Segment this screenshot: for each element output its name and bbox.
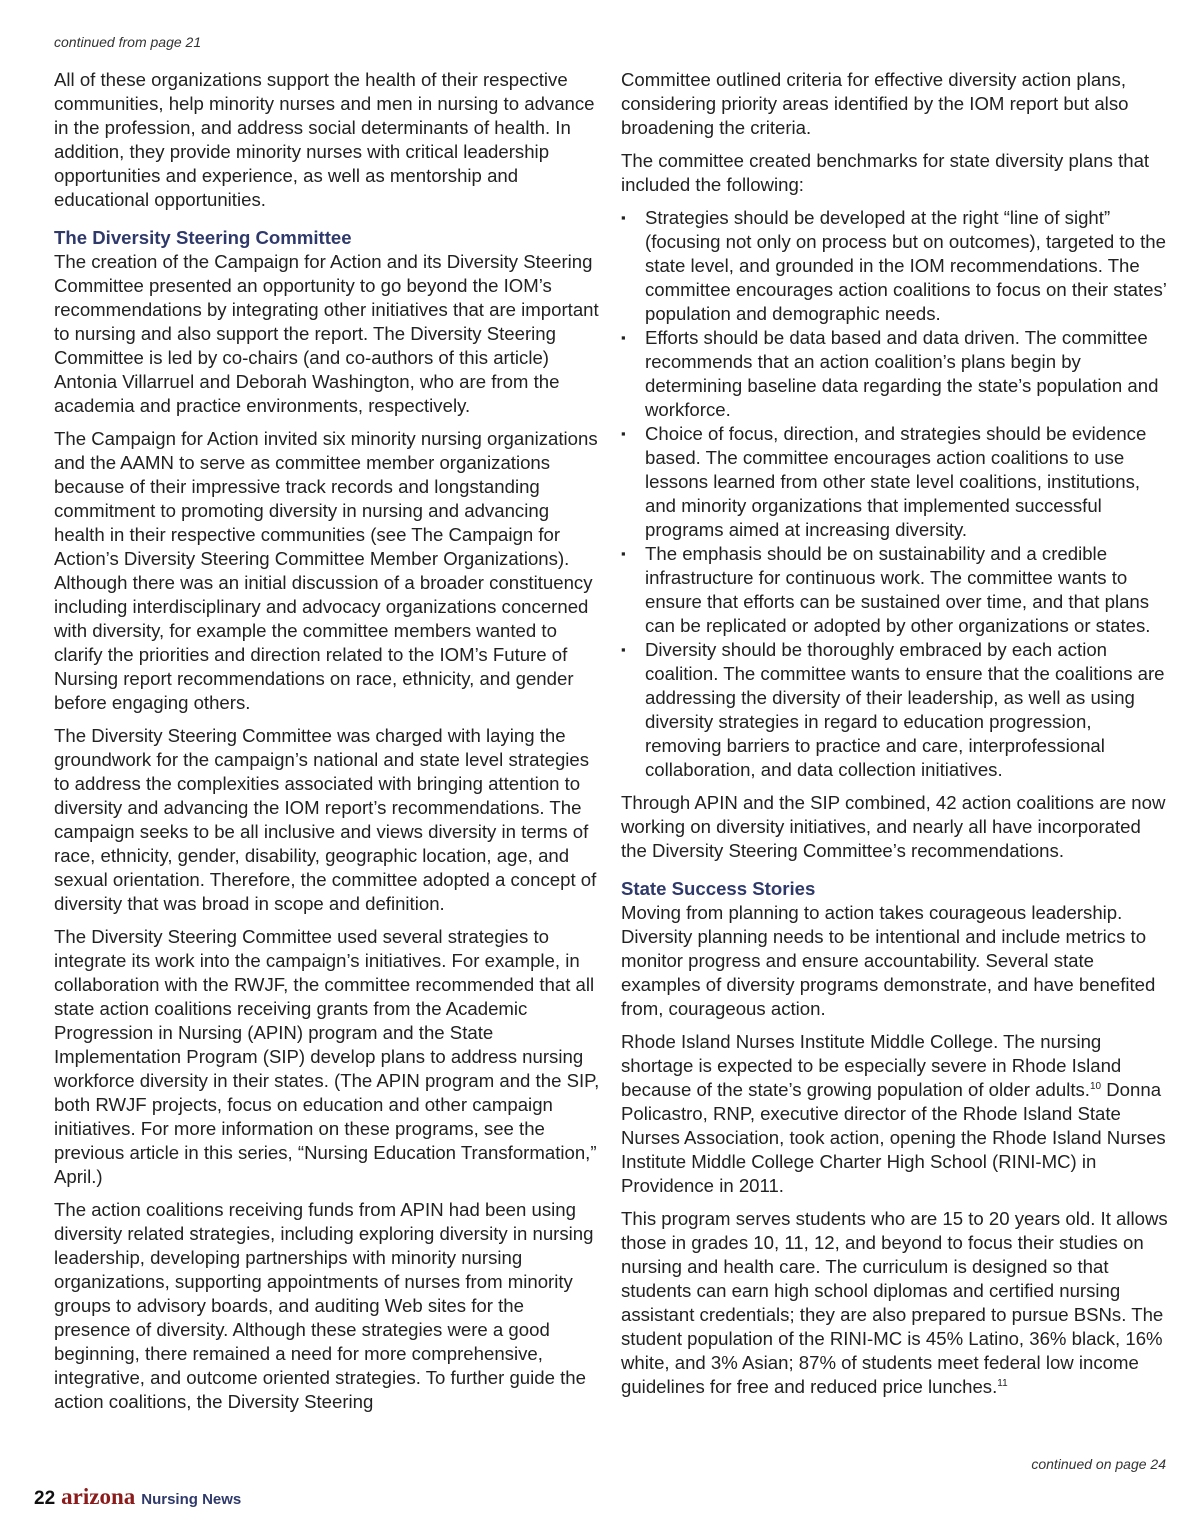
continued-from-note: continued from page 21 bbox=[54, 34, 202, 50]
list-item bbox=[621, 542, 1169, 638]
list-item-text: The emphasis should be on sustainability and a credible infrastructure for continuous work. The committee wants to ensure that efforts can be sustained over time, and that plans can be replicated or adopted by other organizations or states. bbox=[645, 543, 1151, 636]
page-footer bbox=[34, 1484, 241, 1510]
footnote-ref: 11 bbox=[997, 1377, 1008, 1389]
left-column bbox=[54, 68, 602, 1423]
body-paragraph: The action coalitions receiving funds from APIN had been using diversity related strategies, including exploring diversity in nursing leadership, developing partnerships with minority nursing organizations, supporting appointments of nurses from minority groups to advisory boards, and auditing Web sites for the presence of diversity. Although these strategies were a good beginning, there remained a need for more comprehensive, integrative, and outcome oriented strategies. To further guide the action coalitions, the Diversity Steering bbox=[54, 1199, 594, 1412]
body-paragraph: The Diversity Steering Committee was charged with laying the groundwork for the campaign’s national and state level strategies to address the complexities associated with bringing attention to diversity and advancing the IOM report’s recommendations. The campaign seeks to be all inclusive and views diversity in terms of race, ethnicity, gender, disability, geographic location, age, and sexual orientation. Therefore, the committee adopted a concept of diversity that was broad in scope and definition. bbox=[54, 725, 597, 914]
list-item-text: Efforts should be data based and data driven. The committee recommends that an action coalition’s plans begin by determining baseline data regarding the state’s population and workforce. bbox=[645, 327, 1159, 420]
body-paragraph: The Campaign for Action invited six minority nursing organizations and the AAMN to serve as committee member organizations because of their impressive track records and longstanding commitment to promoting diversity in nursing and advancing health in their respective communities (see The Campaign for Action’s Diversity Steering Committee Member Organizations). Although there was an initial discussion of a broader constituency including interdisciplinary and advocacy organizations concerned with diversity, for example the committee members wanted to clarify the priorities and direction related to the IOM’s Future of Nursing report recommendations on race, ethnicity, and gender before engaging others. bbox=[54, 428, 598, 713]
list-item bbox=[621, 326, 1169, 422]
rhode-island-paragraph: This program serves students who are 15 to 20 years old. It allows those in grades 10, 11, 12, and beyond to focus their studies on nursing and health care. The curriculum is designed so that students can earn high school diplomas and certified nursing assistant credentials; they are also prepared to pursue BSNs. The student population of the RINI-MC is 45% Latino, 36% black, 16% white, and 3% Asian; 87% of students meet federal low income guidelines for free and reduced price lunches.$^{11}$ bbox=[621, 1208, 1168, 1397]
body-paragraph: Committee outlined criteria for effective diversity action plans, considering priority areas identified by the IOM report but also broadening the criteria. bbox=[621, 69, 1129, 138]
footnote-ref: 10 bbox=[1089, 1080, 1102, 1092]
section-heading-diversity-steering-committee: The Diversity Steering Committee bbox=[54, 227, 352, 248]
body-paragraph: Moving from planning to action takes courageous leadership. Diversity planning needs to be intentional and include metrics to monitor progress and ensure accountability. Several state examples of diversity programs demonstrate, and have benefited from, courageous action. bbox=[621, 902, 1156, 1019]
bullet-icon: ▪ bbox=[621, 330, 626, 345]
benchmarks-list bbox=[621, 206, 1169, 782]
bullet-icon: ▪ bbox=[621, 426, 626, 441]
bullet-icon: ▪ bbox=[621, 642, 626, 657]
body-paragraph: The Diversity Steering Committee used several strategies to integrate its work into the campaign’s initiatives. For example, in collaboration with the RWJF, the committee recommended that all state action coalitions receiving grants from the Academic Progression in Nursing (APIN) program and the State Implementation Program (SIP) develop plans to address nursing workforce diversity in their states. (The APIN program and the SIP, both RWJF projects, focus on education and other campaign initiatives. For more information on these programs, see the previous article in this series, “Nursing Education Transformation,” April.) bbox=[54, 926, 600, 1187]
bullet-icon: ▪ bbox=[621, 210, 626, 225]
body-paragraph: Through APIN and the SIP combined, 42 action coalitions are now working on diversity initiatives, and nearly all have incorporated the Diversity Steering Committee’s recommendations. bbox=[621, 792, 1166, 861]
publication-name: Nursing News bbox=[141, 1491, 242, 1508]
body-paragraph: The committee created benchmarks for state diversity plans that included the following: bbox=[621, 150, 1150, 195]
list-item-text: Diversity should be thoroughly embraced by each action coalition. The committee wants to ensure that the coalitions are addressing the diversity of their leadership, as well as using diversity strategies in regard to education progression, removing barriers to practice and care, interprofessional collaboration, and data collection initiatives. bbox=[645, 639, 1165, 780]
list-item bbox=[621, 638, 1169, 782]
bullet-icon: ▪ bbox=[621, 546, 626, 561]
continued-on-note: continued on page 24 bbox=[1031, 1456, 1166, 1472]
section-heading-state-success-stories: State Success Stories bbox=[621, 878, 816, 899]
intro-paragraph: All of these organizations support the health of their respective communities, help minority nurses and men in nursing to advance in the profession, and address social determinants of health. In addition, they provide minority nurses with critical leadership opportunities and experience, as well as mentorship and educational opportunities. bbox=[54, 69, 595, 210]
list-item-text: Strategies should be developed at the right “line of sight” (focusing not only on process but on outcomes), targeted to the state level, and grounded in the IOM recommendations. The committee encourages action coalitions to focus on their states’ population and demographic needs. bbox=[645, 207, 1167, 324]
body-paragraph: The creation of the Campaign for Action and its Diversity Steering Committee presented an opportunity to go beyond the IOM’s recommendations by integrating other initiatives that are important to nursing and also support the report. The Diversity Steering Committee is led by co-chairs (and co-authors of this article) Antonia Villarruel and Deborah Washington, who are from the academia and practice environments, respectively. bbox=[54, 251, 599, 416]
rhode-island-paragraph: Rhode Island Nurses Institute Middle College. The nursing shortage is expected to be especially severe in Rhode Island because of the state’s growing population of older adults.$^{10}$ Donna Policastro, RNP, executive director of the Rhode Island State Nurses Association, took action, opening the Rhode Island Nurses Institute Middle College Charter High School (RINI-MC) in Providence in 2011. bbox=[621, 1031, 1166, 1196]
list-item bbox=[621, 206, 1169, 326]
list-item-text: Choice of focus, direction, and strategies should be evidence based. The committee encourages action coalitions to use lessons learned from other state level coalitions, institutions, and minority organizations that implemented successful programs aimed at increasing diversity. bbox=[645, 423, 1147, 540]
list-item bbox=[621, 422, 1169, 542]
right-column bbox=[621, 68, 1169, 1408]
publication-logo: arizona bbox=[61, 1484, 136, 1509]
page-number: 22 bbox=[34, 1488, 56, 1509]
